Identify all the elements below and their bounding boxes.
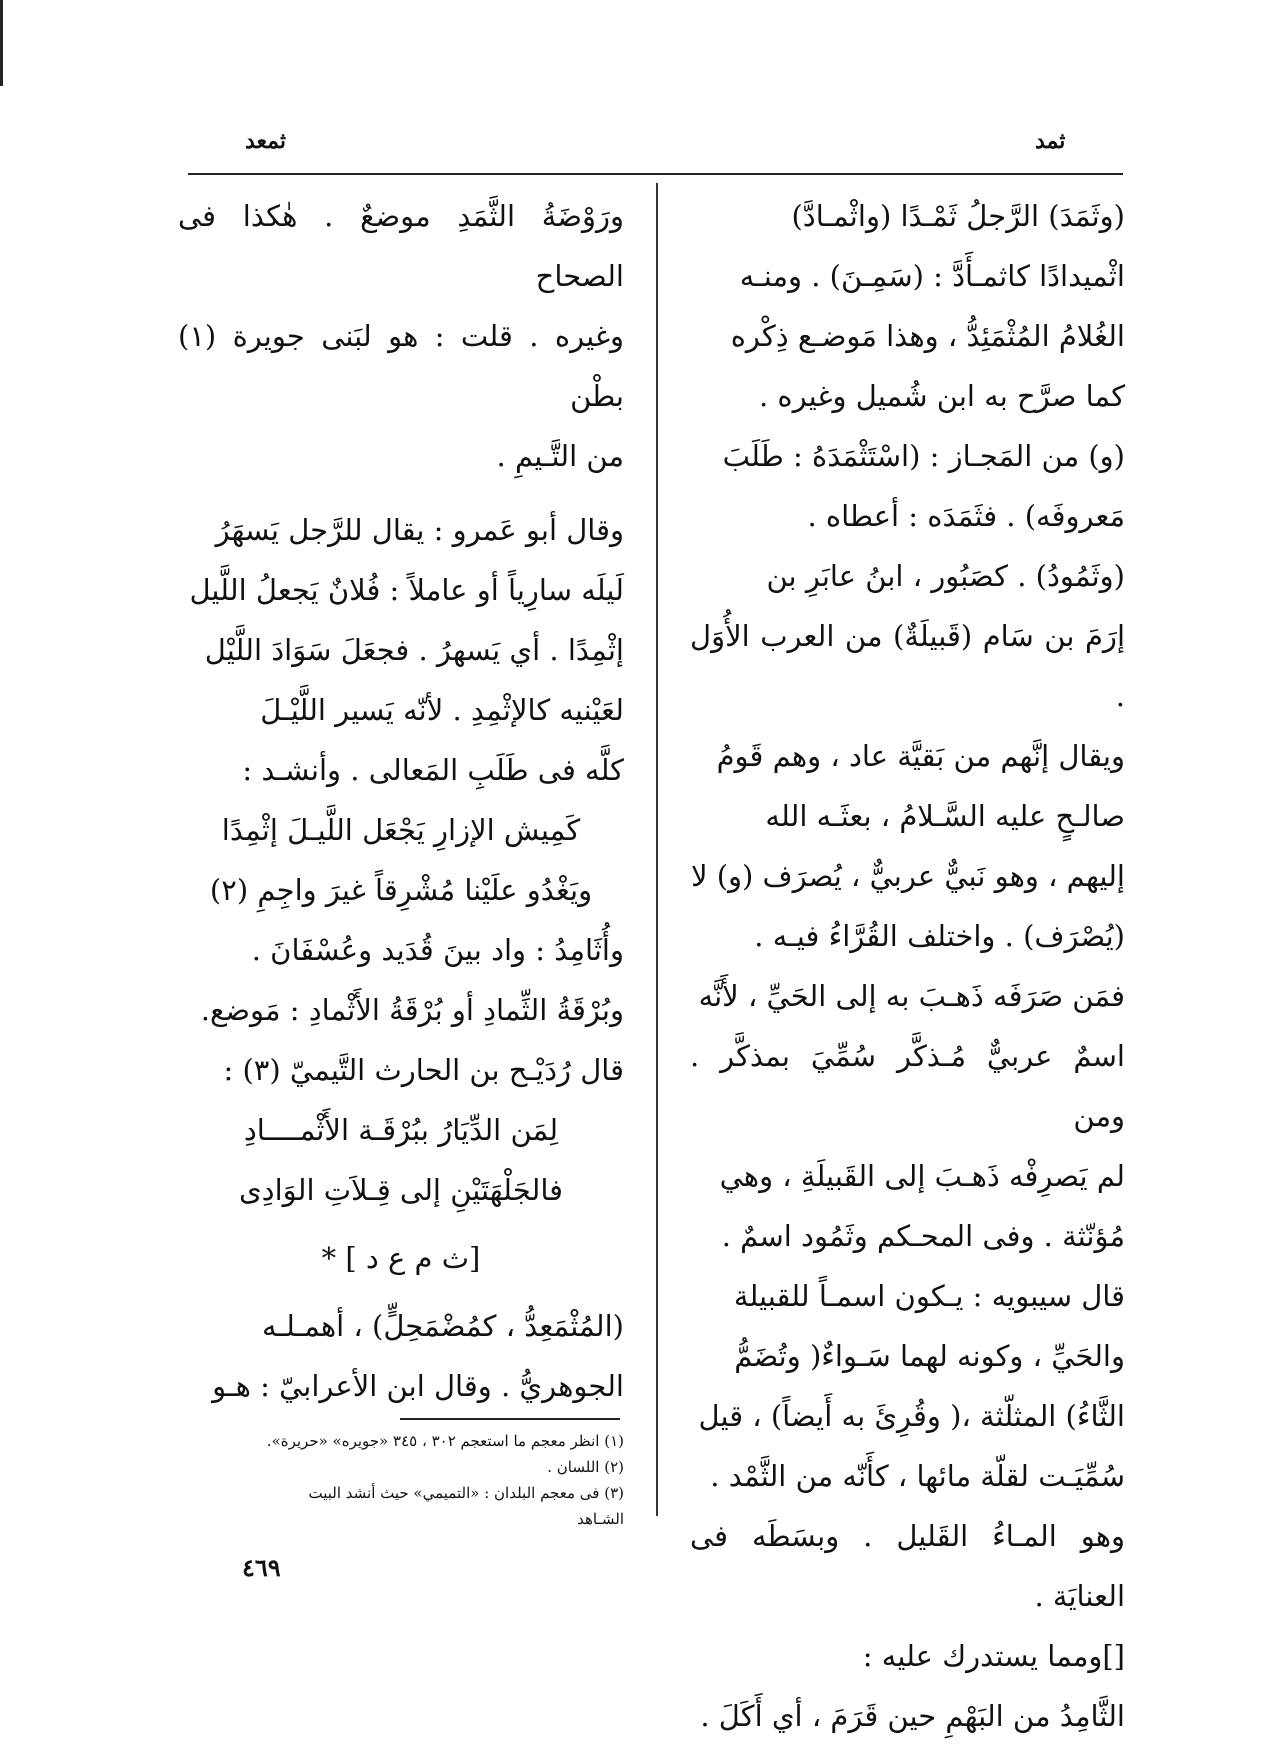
- header-rule: [188, 173, 1123, 175]
- text-line: وغيره . قلت : هو لبَنى جويرة (١) بطْن: [178, 319, 624, 413]
- verse-line: لِمَن الدِّيَارُ ببُرْقَـة الأَثْمــــادِ: [243, 1113, 559, 1147]
- text-line: (يُصْرَف) . واختلف القُرَّاءُ فيـه .: [754, 919, 1125, 953]
- text-line: (وثَمَدَ) الرَّجلُ ثَمْـدًا (واثْمـادَّ): [791, 199, 1125, 233]
- text-line: لعَيْنيه كالإثْمِدِ . لأنّه يَسير اللَّيْـلَ: [260, 693, 624, 727]
- text-line: صالـحٍ عليه السَّـلامُ ، بعثَـه الله: [765, 799, 1125, 833]
- text-line: إثْمِدًا . أي يَسهرُ . فجعَلَ سَوَادَ اللَّيْل: [204, 633, 624, 667]
- text-line: والحَيِّ ، وكونه لهما سَـواءٌ( وتُضَمُّ: [734, 1339, 1125, 1373]
- text-line: اسمٌ عربيٌّ مُـذكَّر سُمِّيَ بمذكَّر . ومن: [690, 1039, 1125, 1133]
- text-line: وأُثَامِدُ : واد بينَ قُدَيد وعُسْفَانَ .: [251, 933, 624, 967]
- verse-line: فالجَلْهَتَيْنِ إلى قِـلاَتِ الوَادِى: [238, 1173, 564, 1207]
- text-line: (المُثْمَعِدُّ ، كمُضْمَحِلٍّ) ، أهمـلـه: [261, 1309, 624, 1343]
- footnote: الشـاهد: [577, 1510, 624, 1528]
- footnotes: [178, 1428, 624, 1532]
- text-line: ويقال إنَّهم من بَقيَّة عاد ، وهم قَومُ: [716, 739, 1125, 773]
- text-line: الجوهريُّ . وقال ابن الأعرابيّ : هـو: [212, 1369, 624, 1403]
- text-line: فمَن صَرَفَه ذَهـبَ به إلى الحَيِّ ، لأَنَّه: [698, 979, 1125, 1013]
- page-number: ٤٦٩: [242, 1553, 281, 1582]
- column-divider: [656, 183, 658, 1516]
- footnote: (١) انظر معجم ما استعجم ٣٠٢ ، ٣٤٥ «جويره» «حريرة».: [266, 1432, 624, 1450]
- running-head-left: ثمعد: [245, 128, 287, 154]
- text-line: (و) من المَجـاز : (اسْتَثْمَدَهُ : طَلَبَ: [722, 439, 1125, 473]
- text-line: وبُرْقَةُ الثِّمادِ أو بُرْقَةُ الأَثْمادِ : مَوضع.: [200, 993, 624, 1027]
- text-line: الثَّامِدُ من البَهْمِ حين قَرَمَ ، أي أَكَلَ .: [700, 1699, 1125, 1733]
- text-line: وهو المـاءُ القَليل . وبسَطَه فى العنايَة .: [690, 1519, 1125, 1613]
- text-line: لم يَصرِفْه ذَهـبَ إلى القَبيلَةِ ، وهي: [719, 1159, 1125, 1193]
- text-line: مُؤنّثة . وفى المحـكم وثَمُود اسمٌ .: [721, 1219, 1125, 1253]
- text-line: قال سيبويه : يـكون اسمـاً للقبيلة: [733, 1279, 1125, 1313]
- scan-edge-mark: [0, 0, 3, 86]
- text-line: ورَوْضَةُ الثَّمَدِ موضعٌ . هٰكذا فى الصحاح: [178, 199, 624, 293]
- running-head-right: ثمد: [1035, 128, 1066, 154]
- footnote-rule: [400, 1418, 620, 1420]
- text-line: كلَّه فى طَلَبِ المَعالى . وأنشـد :: [242, 753, 624, 787]
- text-line: قال رُدَيْـح بن الحارث التَّيميّ (٣) :: [223, 1053, 624, 1087]
- right-column: [690, 186, 1125, 1746]
- text-line: []ومما يستدرك عليه :: [862, 1639, 1125, 1673]
- text-line: من التَّـيمِ .: [496, 439, 624, 473]
- root-heading: [ث م ع د ] *: [321, 1241, 481, 1275]
- text-line: الثَّاءُ) المثلّثة ،( وقُرِئَ به أَيضاً) ، قيل: [698, 1399, 1125, 1433]
- text-line: (وثَمُودُ) . كصَبُور ، ابنُ عابَرِ بن: [766, 559, 1125, 593]
- text-line: إرَمَ بن سَام (قَبيلَةٌ) من العرب الأُوَل .: [690, 619, 1125, 713]
- footnote: (٢) اللسان .: [547, 1458, 624, 1476]
- text-line: مَعروفَه) . فثَمَدَه : أعطاه .: [807, 499, 1125, 533]
- verse-line: ويَغْدُو علَيْنا مُشْرِقاً غيرَ واجِمِ (٢): [209, 873, 593, 907]
- text-line: سُمِّيَـت لقلّة مائها ، كأَنّه من الثَّمْد .: [710, 1459, 1125, 1493]
- text-line: كما صرَّح به ابن شُميل وغيره .: [759, 379, 1125, 413]
- verse-line: كَمِيش الإزارِ يَجْعَل اللَّيـلَ إثْمِدًا: [221, 813, 581, 847]
- footnote: (٣) فى معجم البلدان : «التميمي» حيث أنشد البيت: [308, 1484, 624, 1502]
- text-line: إليهم ، وهو نَبيٌّ عربيٌّ ، يُصرَف (و) لا: [690, 859, 1125, 893]
- left-column: [178, 186, 624, 1416]
- text-line: لَيلَه سارِياً أو عاملاً : فُلانٌ يَجعلُ اللَّيل: [189, 573, 624, 607]
- text-line: اثْميدادًا كاثمـأَدَّ : (سَمِـنَ) . ومنـه: [739, 259, 1125, 293]
- text-line: وقال أبو عَمرو : يقال للرَّجل يَسهَرُ: [215, 513, 624, 547]
- text-line: الغُلامُ المُثْمَئِدُّ ، وهذا مَوضـع ذِكْره: [730, 319, 1125, 353]
